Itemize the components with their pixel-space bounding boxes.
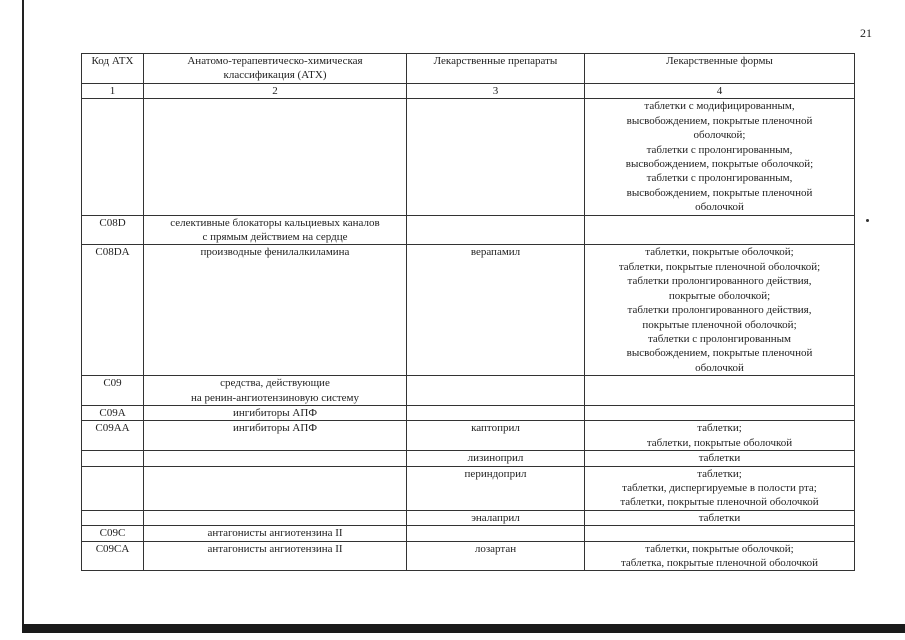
- atc-code: [82, 510, 144, 525]
- drug-name: каптоприл: [407, 421, 585, 451]
- classification-name: средства, действующие на ренин-ангиотензиновую систему: [144, 376, 407, 406]
- dosage-forms: таблетки с модифицированным, высвобождением, покрытые пленочной оболочкой; таблетки с пролонгированным, высвобождением, покрытые оболочкой; таблетки с пролонгированным, высвобождением, покрытые пленочной оболочкой: [585, 99, 855, 215]
- classification-name: [144, 466, 407, 510]
- dosage-forms: таблетки: [585, 510, 855, 525]
- scan-bottom-edge: [22, 624, 905, 633]
- dosage-forms: [585, 215, 855, 245]
- dosage-forms: таблетки, покрытые оболочкой; таблетки, покрытые пленочной оболочкой; таблетки пролонгированного действия, покрытые оболочкой; таблетки пролонгированного действия, покрытые пленочной оболочкой; таблетки с пролонгированным высвобождением, покрытые пленочной оболочкой: [585, 245, 855, 376]
- table-row: [82, 510, 855, 525]
- atc-code: C09A: [82, 405, 144, 420]
- drug-name: лизиноприл: [407, 451, 585, 466]
- atc-code: [82, 99, 144, 215]
- table-row: [82, 215, 855, 245]
- classification-name: селективные блокаторы кальциевых каналов с прямым действием на сердце: [144, 215, 407, 245]
- classification-name: ингибиторы АПФ: [144, 421, 407, 451]
- dosage-forms: [585, 526, 855, 541]
- drug-name: лозартан: [407, 541, 585, 571]
- classification-name: [144, 99, 407, 215]
- column-number: 3: [407, 84, 585, 99]
- classification-name: [144, 510, 407, 525]
- table-row: [82, 376, 855, 406]
- drug-name: [407, 99, 585, 215]
- atc-code: C08DA: [82, 245, 144, 376]
- drug-name: [407, 215, 585, 245]
- atc-code: C09C: [82, 526, 144, 541]
- drug-name: эналаприл: [407, 510, 585, 525]
- drug-name: [407, 376, 585, 406]
- atc-code: C09CA: [82, 541, 144, 571]
- column-number-row: [82, 84, 855, 99]
- header-classification: Анатомо-терапевтическо-химическая классификация (АТХ): [144, 54, 407, 84]
- table-row: [82, 421, 855, 451]
- dosage-forms: [585, 405, 855, 420]
- classification-name: антагонисты ангиотензина II: [144, 541, 407, 571]
- dosage-forms: таблетки; таблетки, диспергируемые в полости рта; таблетки, покрытые пленочной оболочкой: [585, 466, 855, 510]
- atc-code: C09AA: [82, 421, 144, 451]
- table-row: [82, 405, 855, 420]
- scan-speck: [866, 219, 869, 222]
- table-row: [82, 99, 855, 215]
- classification-name: ингибиторы АПФ: [144, 405, 407, 420]
- dosage-forms: таблетки, покрытые оболочкой; таблетка, покрытые пленочной оболочкой: [585, 541, 855, 571]
- scan-left-edge: [22, 0, 24, 632]
- table-row: [82, 451, 855, 466]
- table-row: [82, 466, 855, 510]
- header-dosage-forms: Лекарственные формы: [585, 54, 855, 84]
- table-row: [82, 541, 855, 571]
- atc-table: [81, 53, 855, 571]
- atc-code: C08D: [82, 215, 144, 245]
- dosage-forms: таблетки: [585, 451, 855, 466]
- header-drugs: Лекарственные препараты: [407, 54, 585, 84]
- column-number: 1: [82, 84, 144, 99]
- page-number: 21: [860, 26, 872, 40]
- header-atc-code: Код АТХ: [82, 54, 144, 84]
- classification-name: производные фенилалкиламина: [144, 245, 407, 376]
- atc-code: [82, 466, 144, 510]
- table-body: [82, 99, 855, 571]
- dosage-forms: таблетки; таблетки, покрытые оболочкой: [585, 421, 855, 451]
- drug-name: периндоприл: [407, 466, 585, 510]
- atc-code: [82, 451, 144, 466]
- column-number: 4: [585, 84, 855, 99]
- atc-code: C09: [82, 376, 144, 406]
- drug-name: [407, 526, 585, 541]
- dosage-forms: [585, 376, 855, 406]
- drug-name: верапамил: [407, 245, 585, 376]
- classification-name: [144, 451, 407, 466]
- table-row: [82, 526, 855, 541]
- drug-name: [407, 405, 585, 420]
- column-number: 2: [144, 84, 407, 99]
- classification-name: антагонисты ангиотензина II: [144, 526, 407, 541]
- table-row: [82, 245, 855, 376]
- table-header-row: [82, 54, 855, 84]
